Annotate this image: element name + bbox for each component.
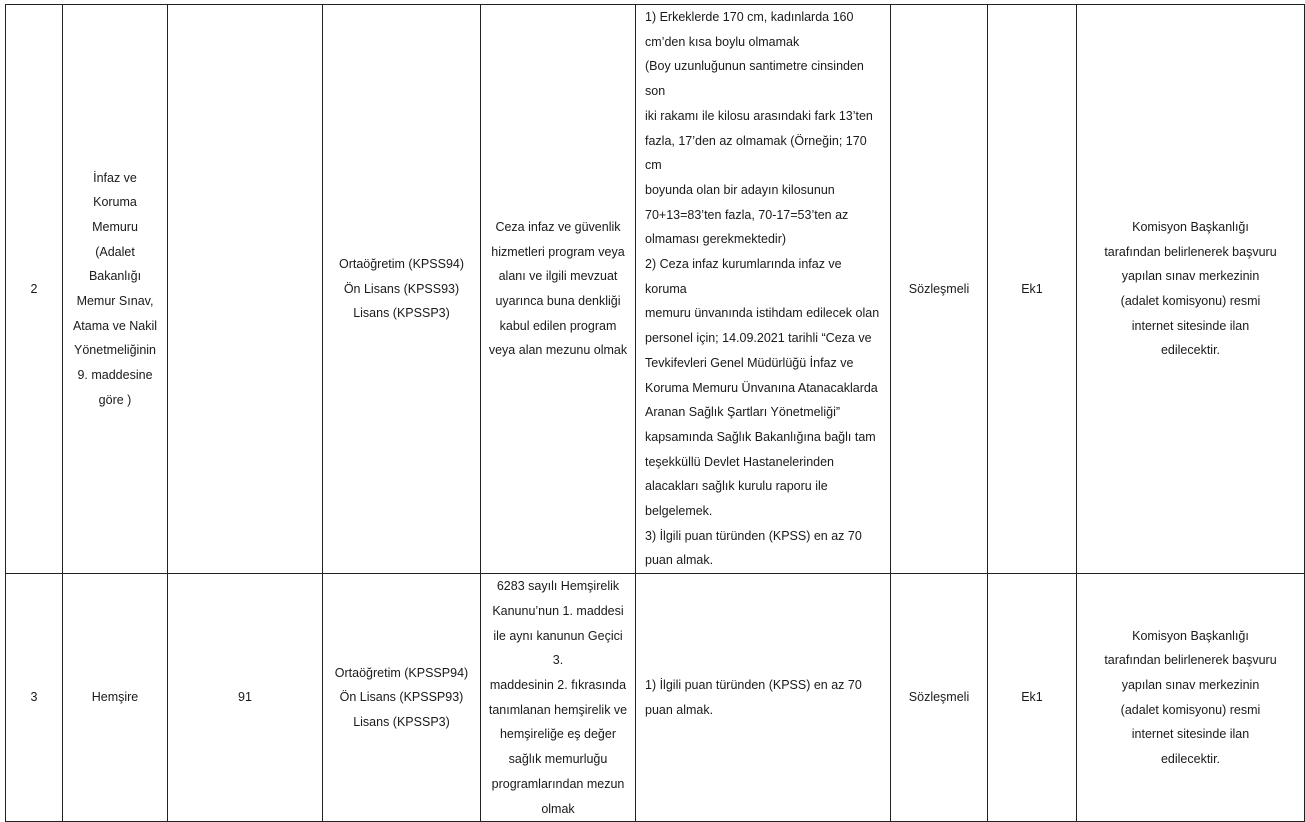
position-title-line: göre ) — [98, 392, 132, 407]
education-level-line: Ortaöğretim (KPSSP94) — [334, 665, 469, 680]
condition-line: 2) Ceza infaz kurumlarında infaz ve koruma — [645, 257, 842, 296]
announcement-note-line: Komisyon Başkanlığı — [1132, 628, 1249, 643]
announcement-note-line: internet sitesinde ilan — [1131, 318, 1250, 333]
employment-status-cell: Sözleşmeli — [891, 5, 988, 574]
education-level-line: Lisans (KPSSP3) — [353, 306, 450, 321]
qualification-line: alanı ve ilgili mevzuat — [498, 269, 618, 284]
qualification-line: uyarınca buna denkliği — [495, 294, 621, 309]
position-title-line: Hemşire — [91, 690, 139, 705]
condition-line: fazla, 17’den az olmamak (Örneğin; 170 cm — [645, 133, 867, 173]
table-row — [6, 574, 1305, 822]
education-level-line: Ön Lisans (KPSS93) — [343, 281, 460, 296]
row-number-cell: 2 — [6, 5, 63, 574]
position-title-line: Yönetmeliğinin — [74, 343, 156, 358]
position-title-cell — [63, 574, 168, 822]
qualification-line: veya alan mezunu olmak — [488, 343, 628, 358]
announcement-note-line: tarafından belirlenerek başvuru — [1104, 244, 1277, 259]
position-title-line: (Adalet — [95, 244, 135, 259]
condition-line: cm’den kısa boylu olmamak — [645, 34, 800, 49]
qualification-line: 6283 sayılı Hemşirelik — [496, 579, 620, 594]
announcement-note-line: yapılan sınav merkezinin — [1121, 269, 1260, 284]
announcement-note-line: edilecektir. — [1160, 343, 1221, 358]
announcement-note-line: internet sitesinde ilan — [1131, 727, 1250, 742]
condition-line: alacakları sağlık kurulu raporu ile — [645, 479, 828, 494]
announcement-note-line: yapılan sınav merkezinin — [1121, 677, 1260, 692]
qualification-cell — [481, 574, 636, 822]
education-level-line: Ön Lisans (KPSSP93) — [339, 690, 464, 705]
position-count-cell: 91 — [168, 574, 323, 822]
qualification-line: maddesinin 2. fıkrasında — [489, 677, 627, 692]
announcement-note-line: edilecektir. — [1160, 752, 1221, 767]
position-count-cell — [168, 5, 323, 574]
education-level-cell — [323, 5, 481, 574]
condition-line: olmaması gerekmektedir) — [645, 232, 787, 247]
qualification-line: Kanunu’nun 1. maddesi — [492, 603, 624, 618]
employment-status-cell: Sözleşmeli — [891, 574, 988, 822]
condition-line: personel için; 14.09.2021 tarihli “Ceza ve — [645, 331, 872, 346]
condition-line: boyunda olan bir adayın kilosunun — [645, 182, 835, 197]
education-level-line: Ortaöğretim (KPSS94) — [338, 257, 465, 272]
condition-line: 1) İlgili puan türünden (KPSS) en az 70 — [645, 677, 862, 692]
condition-line: Aranan Sağlık Şartları Yönetmeliği” — [645, 405, 841, 420]
condition-line: teşekküllü Devlet Hastanelerinden — [645, 454, 834, 469]
qualification-line: ile aynı kanunun Geçici 3. — [493, 628, 623, 668]
position-title-line: Memuru — [92, 219, 138, 234]
position-title-cell — [63, 5, 168, 574]
qualification-line: kabul edilen program — [499, 318, 617, 333]
row-number-cell: 3 — [6, 574, 63, 822]
position-title-line: İnfaz ve — [93, 170, 137, 185]
condition-line: belgelemek. — [645, 504, 713, 519]
position-title-line: Bakanlığı — [88, 269, 142, 284]
table-row — [6, 5, 1305, 574]
announcement-note-line: Komisyon Başkanlığı — [1132, 219, 1249, 234]
condition-line: kapsamında Sağlık Bakanlığına bağlı tam — [645, 429, 876, 444]
positions-table — [5, 4, 1305, 822]
condition-line: 70+13=83’ten fazla, 70-17=53’ten az — [645, 207, 849, 222]
announcement-note-line: tarafından belirlenerek başvuru — [1104, 653, 1277, 668]
announcement-note-cell — [1077, 5, 1305, 574]
announcement-note-cell — [1077, 574, 1305, 822]
condition-line: puan almak. — [645, 553, 714, 568]
position-title-line: Memur Sınav, — [76, 294, 154, 309]
education-level-cell — [323, 574, 481, 822]
condition-line: memuru ünvanında istihdam edilecek olan — [645, 306, 880, 321]
conditions-cell — [636, 574, 891, 822]
education-level-line: Lisans (KPSSP3) — [353, 715, 450, 730]
announcement-note-line: (adalet komisyonu) resmi — [1120, 294, 1261, 309]
qualification-line: olmak — [541, 801, 575, 816]
annex-cell: Ek1 — [988, 574, 1077, 822]
qualification-line: Ceza infaz ve güvenlik — [495, 219, 621, 234]
annex-cell: Ek1 — [988, 5, 1077, 574]
qualification-line: sağlık memurluğu — [508, 752, 608, 767]
position-title-line: Koruma — [93, 195, 137, 210]
qualification-cell — [481, 5, 636, 574]
condition-line: 3) İlgili puan türünden (KPSS) en az 70 — [645, 528, 862, 543]
announcement-note-line: (adalet komisyonu) resmi — [1120, 702, 1261, 717]
qualification-line: hemşireliğe eş değer — [499, 727, 617, 742]
position-title-line: Atama ve Nakil — [72, 318, 158, 333]
condition-line: puan almak. — [645, 702, 714, 717]
condition-line: (Boy uzunluğunun santimetre cinsinden son — [645, 59, 864, 99]
qualification-line: hizmetleri program veya — [491, 244, 625, 259]
condition-line: 1) Erkeklerde 170 cm, kadınlarda 160 — [645, 10, 854, 24]
qualification-line: tanımlanan hemşirelik ve — [488, 702, 628, 717]
condition-line: iki rakamı ile kilosu arasındaki fark 13’ten — [645, 108, 873, 123]
condition-line: Tevkifevleri Genel Müdürlüğü İnfaz ve — [645, 355, 854, 370]
position-title-line: 9. maddesine — [77, 368, 153, 383]
qualification-line: programlarından mezun — [491, 776, 625, 791]
conditions-cell — [636, 5, 891, 574]
condition-line: Koruma Memuru Ünvanına Atanacaklarda — [645, 380, 878, 395]
